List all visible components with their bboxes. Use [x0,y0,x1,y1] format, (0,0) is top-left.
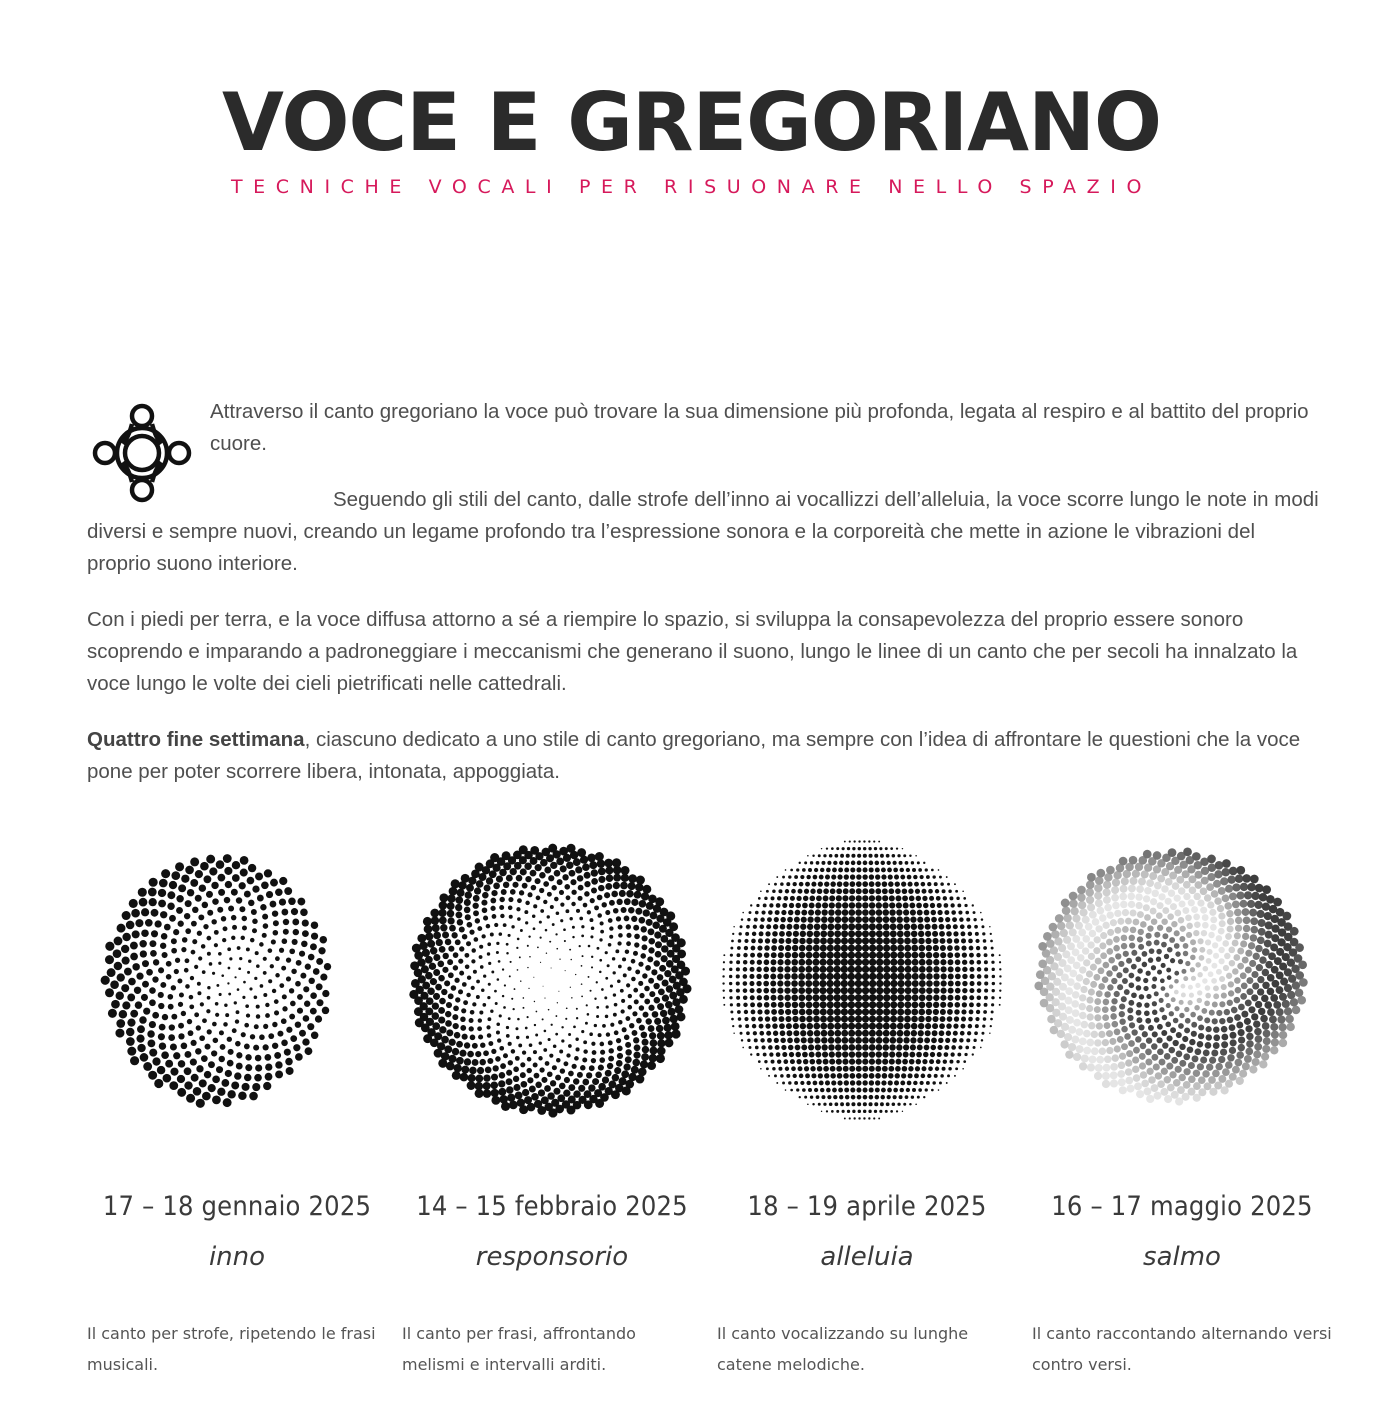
workshop-date: 17 – 18 gennaio 2025 [102,1191,372,1222]
workshop-description: Il canto per frasi, affrontando melismi e intervalli arditi. [402,1324,636,1374]
spiral-dots-sphere-icon [87,835,387,1135]
workshop-description: Il canto per strofe, ripetendo le frasi musicali. [87,1324,376,1374]
radial-dots-sphere-icon [402,835,702,1135]
workshop-style: salmo [1143,1242,1221,1272]
page-title: VOCE E GREGORIANO [221,76,1162,169]
grey-spiral-dots-icon [1032,835,1332,1135]
workshop-style: alleluia [820,1242,914,1272]
intro-closing-text: , ciascuno dedicato a uno stile di canto gregoriano, ma sempre con l’idea di affrontare le questioni che la voce pone per poter scorrere libera, intonata, appoggiata. [87,728,1301,783]
intro-highlight: Quattro fine settimana [87,728,305,751]
workshop-description: Il canto vocalizzando su lunghe catene melodiche. [717,1324,969,1374]
workshop-date: 14 – 15 febbraio 2025 [416,1191,688,1222]
workshop-description: Il canto raccontando alternando versi contro versi. [1032,1324,1332,1374]
workshop-date: 18 – 19 aprile 2025 [747,1191,987,1222]
intro-section [87,396,1319,812]
workshop-date: 16 – 17 maggio 2025 [1051,1191,1313,1222]
intro-paragraph-2: Seguendo gli stili del canto, dalle strofe dell’inno ai vocallizzi dell’alleluia, la voce scorre lungo le note in modi diversi e sempre nuovi, creando un legame profondo tra l’espressione sonora e la corporeità che mette in azione le vibrazioni del proprio suono interiore. [87,488,1319,575]
workshop-style: inno [208,1242,266,1272]
intro-paragraph-3: Con i piedi per terra, e la voce diffusa attorno a sé a riempire lo spazio, si sviluppa la consapevolezza del proprio essere sonoro scoprendo e imparando a padroneggiare i meccanismi che generano il suono, lungo le linee di un canto che per secoli ha innalzato la voce lungo le volte dei cieli pietrificati nelle cattedrali. [87,608,1298,695]
grid-dots-sphere-icon [717,835,1017,1135]
page-subtitle: TECNICHE VOCALI PER RISUONARE NELLO SPAZIO [230,176,1153,198]
celtic-knot-icon [87,398,197,508]
workshop-style: responsorio [475,1242,629,1272]
intro-paragraph-4 [87,724,1319,788]
intro-paragraph-1: Attraverso il canto gregoriano la voce può trovare la sua dimensione più profonda, legata al respiro e al battito del proprio cuore. [210,400,1309,455]
